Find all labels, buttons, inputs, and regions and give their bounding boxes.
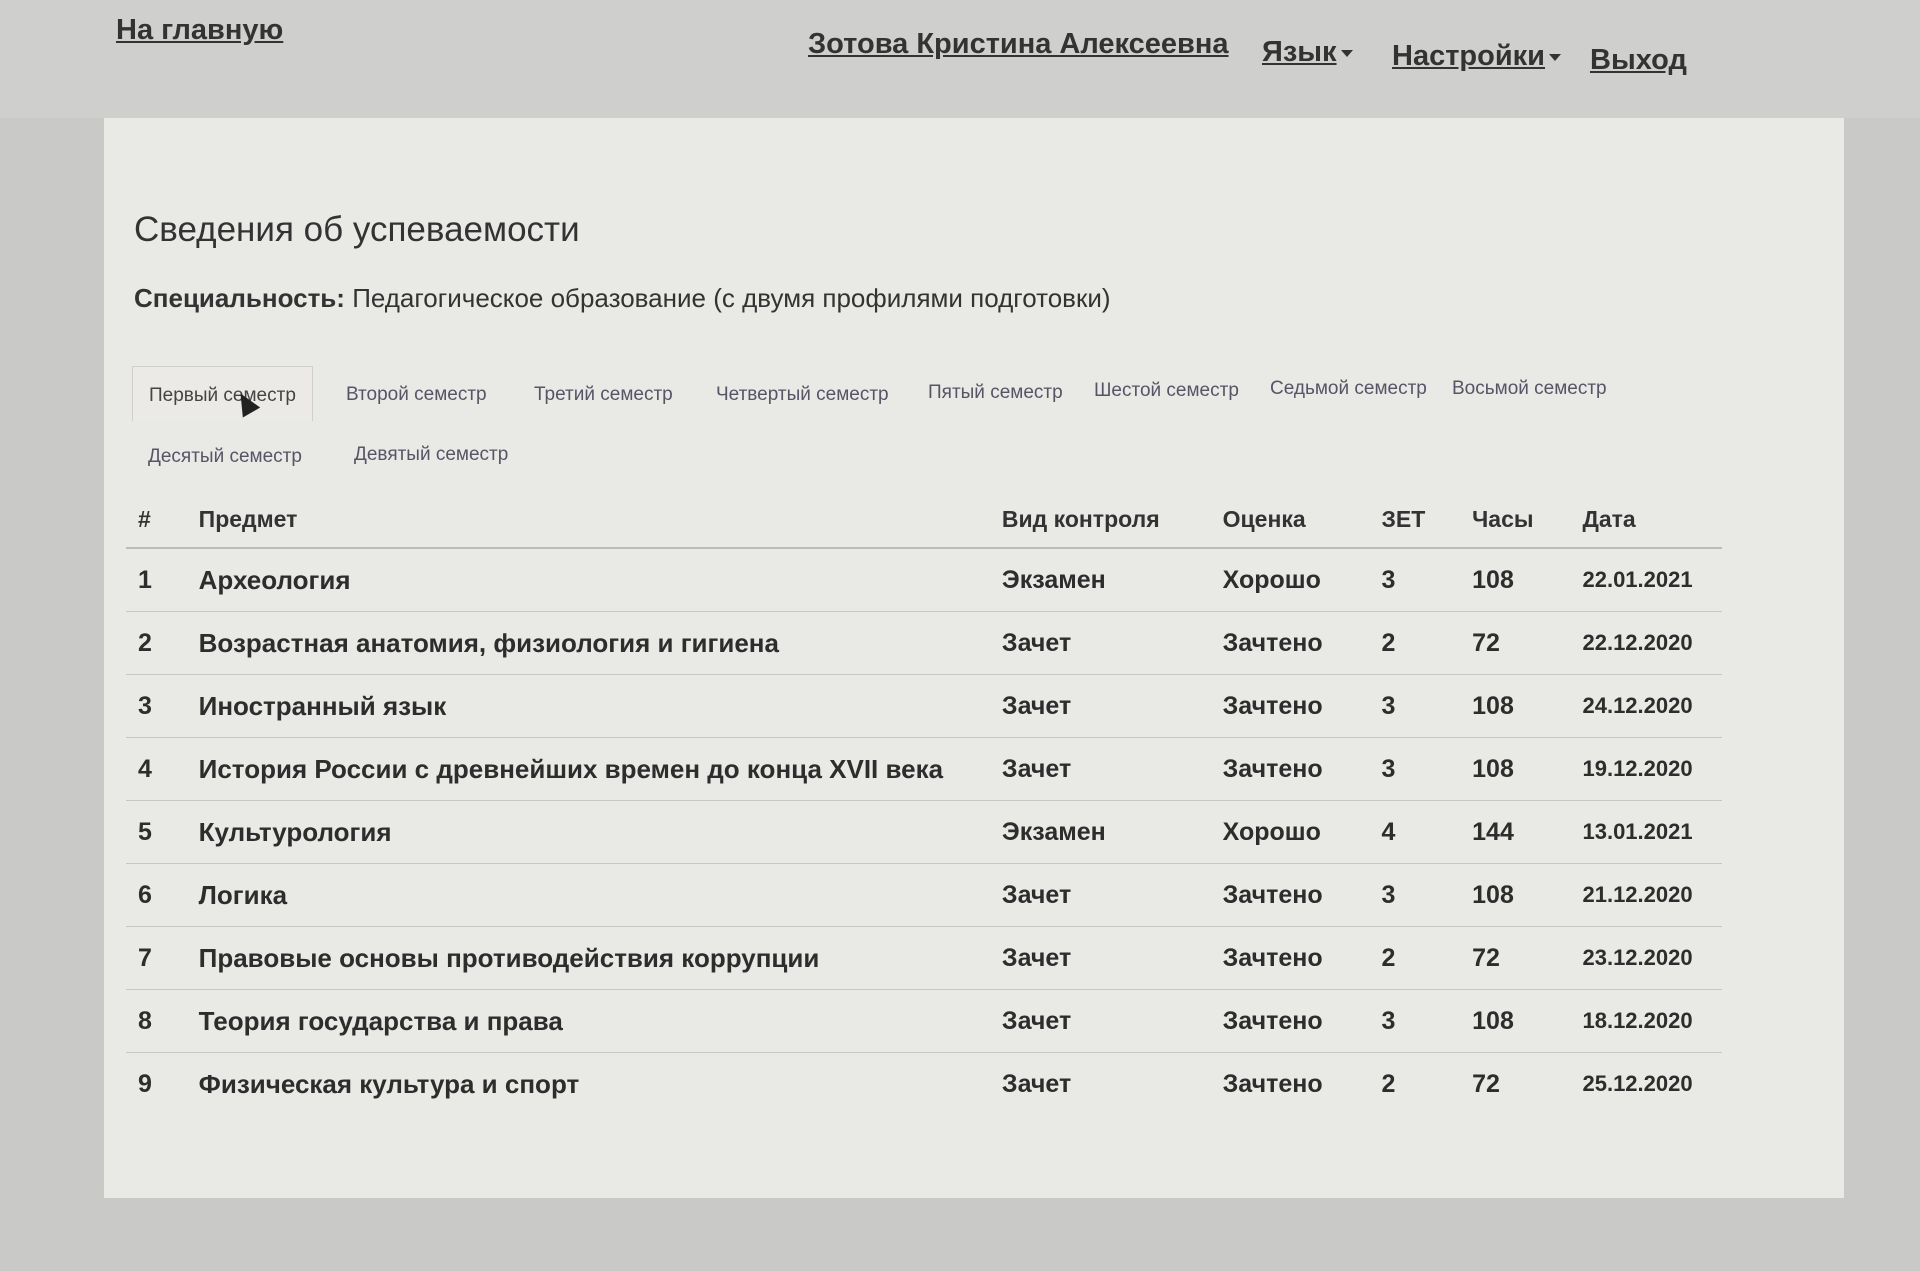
specialty-line — [134, 283, 1111, 314]
settings-menu-label: Настройки — [1392, 40, 1546, 72]
tab-semester-6[interactable]: Шестой семестр — [1094, 380, 1239, 401]
top-navbar — [0, 0, 1920, 118]
row-num: 2 — [126, 612, 187, 675]
row-date: 18.12.2020 — [1570, 990, 1722, 1053]
table-row — [126, 612, 1722, 675]
row-date: 25.12.2020 — [1570, 1053, 1722, 1116]
grades-table — [126, 494, 1722, 1115]
row-control: Зачет — [990, 990, 1211, 1053]
tab-semester-7[interactable]: Седьмой семестр — [1270, 378, 1427, 399]
tab-semester-4[interactable]: Четвертый семестр — [716, 384, 889, 405]
chevron-down-icon — [1549, 54, 1561, 61]
row-subject: История России с древнейших времен до конца XVII века — [187, 738, 990, 801]
user-name-link[interactable]: Зотова Кристина Алексеевна — [808, 28, 1229, 60]
tab-semester-9[interactable]: Девятый семестр — [354, 444, 509, 465]
row-num: 3 — [126, 675, 187, 738]
page-title: Сведения об успеваемости — [134, 210, 580, 249]
col-hours: Часы — [1460, 494, 1570, 548]
row-date: 24.12.2020 — [1570, 675, 1722, 738]
row-control: Зачет — [990, 675, 1211, 738]
tab-semester-3[interactable]: Третий семестр — [534, 384, 673, 405]
col-subject: Предмет — [187, 494, 990, 548]
row-control: Зачет — [990, 864, 1211, 927]
table-header-row — [126, 494, 1722, 548]
row-date: 13.01.2021 — [1570, 801, 1722, 864]
row-control: Зачет — [990, 1053, 1211, 1116]
row-num: 8 — [126, 990, 187, 1053]
row-num: 7 — [126, 927, 187, 990]
row-subject: Физическая культура и спорт — [187, 1053, 990, 1116]
col-grade: Оценка — [1211, 494, 1370, 548]
row-zet: 3 — [1370, 675, 1461, 738]
row-grade: Зачтено — [1211, 864, 1370, 927]
col-date: Дата — [1570, 494, 1722, 548]
row-hours: 108 — [1460, 675, 1570, 738]
row-zet: 3 — [1370, 738, 1461, 801]
row-hours: 108 — [1460, 864, 1570, 927]
row-subject: Логика — [187, 864, 990, 927]
row-grade: Зачтено — [1211, 738, 1370, 801]
row-hours: 108 — [1460, 990, 1570, 1053]
table-row — [126, 927, 1722, 990]
row-num: 1 — [126, 548, 187, 612]
row-num: 9 — [126, 1053, 187, 1116]
row-zet: 3 — [1370, 548, 1461, 612]
row-zet: 2 — [1370, 927, 1461, 990]
row-num: 6 — [126, 864, 187, 927]
tab-semester-5[interactable]: Пятый семестр — [928, 382, 1063, 403]
row-zet: 2 — [1370, 1053, 1461, 1116]
logout-link[interactable]: Выход — [1590, 44, 1687, 76]
table-row — [126, 1053, 1722, 1116]
tab-semester-2[interactable]: Второй семестр — [346, 384, 487, 405]
table-row — [126, 548, 1722, 612]
row-control: Экзамен — [990, 801, 1211, 864]
row-grade: Зачтено — [1211, 927, 1370, 990]
row-subject: Археология — [187, 548, 990, 612]
row-num: 4 — [126, 738, 187, 801]
row-control: Зачет — [990, 927, 1211, 990]
col-control: Вид контроля — [990, 494, 1211, 548]
specialty-label: Специальность: — [134, 283, 345, 313]
row-hours: 72 — [1460, 612, 1570, 675]
table-row — [126, 864, 1722, 927]
row-date: 21.12.2020 — [1570, 864, 1722, 927]
col-zet: ЗЕТ — [1370, 494, 1461, 548]
row-subject: Культурология — [187, 801, 990, 864]
row-grade: Зачтено — [1211, 612, 1370, 675]
tab-semester-1[interactable]: Первый семестр — [132, 366, 313, 421]
row-control: Зачет — [990, 738, 1211, 801]
row-hours: 72 — [1460, 927, 1570, 990]
row-hours: 144 — [1460, 801, 1570, 864]
row-grade: Зачтено — [1211, 675, 1370, 738]
row-hours: 108 — [1460, 548, 1570, 612]
row-subject: Возрастная анатомия, физиология и гигиена — [187, 612, 990, 675]
row-control: Зачет — [990, 612, 1211, 675]
row-grade: Хорошо — [1211, 548, 1370, 612]
row-date: 23.12.2020 — [1570, 927, 1722, 990]
specialty-value: Педагогическое образование (с двумя профилями подготовки) — [352, 283, 1111, 313]
table-row — [126, 990, 1722, 1053]
settings-menu[interactable] — [1392, 40, 1561, 73]
row-hours: 108 — [1460, 738, 1570, 801]
row-subject: Теория государства и права — [187, 990, 990, 1053]
table-row — [126, 675, 1722, 738]
row-subject: Иностранный язык — [187, 675, 990, 738]
row-date: 19.12.2020 — [1570, 738, 1722, 801]
row-zet: 4 — [1370, 801, 1461, 864]
row-zet: 2 — [1370, 612, 1461, 675]
row-hours: 72 — [1460, 1053, 1570, 1116]
row-date: 22.12.2020 — [1570, 612, 1722, 675]
home-link[interactable]: На главную — [116, 14, 284, 46]
table-row — [126, 738, 1722, 801]
row-date: 22.01.2021 — [1570, 548, 1722, 612]
row-grade: Хорошо — [1211, 801, 1370, 864]
col-num: # — [126, 494, 187, 548]
chevron-down-icon — [1341, 50, 1353, 57]
tab-semester-10[interactable]: Десятый семестр — [148, 446, 302, 467]
table-row — [126, 801, 1722, 864]
row-num: 5 — [126, 801, 187, 864]
language-menu-label: Язык — [1262, 36, 1337, 68]
row-control: Экзамен — [990, 548, 1211, 612]
language-menu[interactable] — [1262, 36, 1353, 69]
row-grade: Зачтено — [1211, 1053, 1370, 1116]
row-zet: 3 — [1370, 990, 1461, 1053]
row-zet: 3 — [1370, 864, 1461, 927]
row-subject: Правовые основы противодействия коррупции — [187, 927, 990, 990]
tab-semester-8[interactable]: Восьмой семестр — [1452, 378, 1607, 399]
row-grade: Зачтено — [1211, 990, 1370, 1053]
